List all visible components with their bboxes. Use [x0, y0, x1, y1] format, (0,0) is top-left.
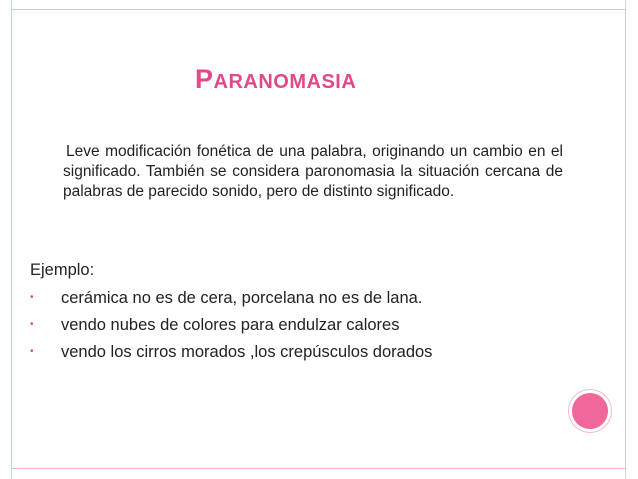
title-initial: P	[195, 64, 214, 94]
example-item	[30, 314, 590, 341]
example-section	[30, 259, 590, 368]
bullet-icon: •	[30, 346, 34, 357]
example-text: vendo nubes de colores para endulzar calores	[61, 316, 400, 334]
example-item	[30, 287, 590, 314]
definition-text: Leve modificación fonética de una palabra, originando un cambio en el significado. También se considera paronomasia la situación cercana de palabras de parecido sonido, pero de distinto significado.	[63, 143, 563, 200]
slide-title	[195, 64, 356, 95]
bullet-icon: •	[30, 319, 34, 330]
example-label: Ejemplo:	[30, 261, 95, 279]
example-item	[30, 341, 590, 368]
decorative-circle	[569, 390, 611, 432]
bullet-icon: •	[30, 292, 34, 303]
example-list	[30, 287, 590, 368]
title-rest: ARANOMASIA	[213, 71, 357, 93]
example-text: cerámica no es de cera, porcelana no es de lana.	[61, 289, 423, 307]
example-text: vendo los cirros morados ,los crepúsculos dorados	[61, 343, 433, 361]
